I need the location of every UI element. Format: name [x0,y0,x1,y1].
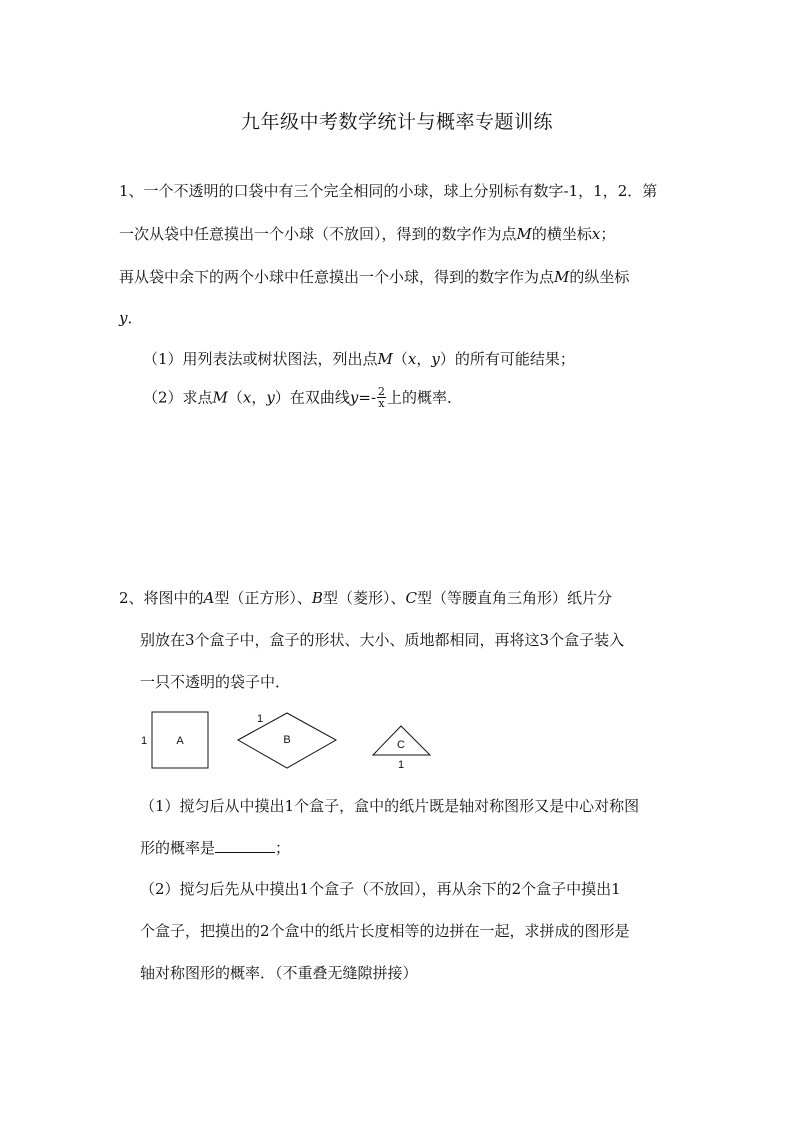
q1-sub1-y: y [431,350,440,368]
q1-sub2-y: y [266,388,275,407]
q1-fraction-numerator: 2 [378,385,386,398]
q1-sub2-text-e: 上的概率． [387,388,463,407]
q1-line-3 [119,267,629,287]
q2-figure-shapes [130,700,450,780]
q2-type-b: B [311,589,323,607]
q2-line-1 [119,588,612,608]
q1-hyperbola-eq: =- [358,388,377,407]
rhombus-b-side-label: 1 [256,713,264,725]
q2-sub1-text-b: ； [275,839,291,857]
q1-line-2 [119,224,615,244]
q1-sub1-text-d: ）的所有可能结果； [439,350,575,368]
square-a-side-label: 1 [140,735,148,747]
q1-sub2-text-a: （2）求点 [143,388,213,407]
q2-sub1-line-1: （1）搅匀后从中摸出1个盒子，盒中的纸片既是轴对称图形又是中心对称图 [140,797,640,815]
q1-sub-question-2 [143,387,462,410]
q1-line-2-text-b: 的横坐标 [531,225,592,243]
q2-type-a: A [203,589,215,607]
q1-sub2-m: M [212,388,228,407]
q2-sub1-line-2 [140,838,290,858]
q2-sub2-line-2: 个盒子，把摸出的2个盒中的纸片长度相等的边拼在一起，求拼成的图形是 [140,922,630,940]
q2-line-1-text-d: 型（等腰直角三角形）纸片分 [416,589,612,607]
q1-sub1-m: M [377,350,393,368]
q1-hyperbola-y: y [349,388,359,407]
rhombus-b-label: B [283,734,291,746]
q2-line-1-text-a: 2、将图中的 [119,589,204,607]
q1-sub2-paren-open: （ [227,388,243,407]
q1-sub-question-1 [143,349,575,369]
q2-line-2: 别放在3个盒子中，盒子的形状、大小、质地都相同，再将这3个盒子装入 [140,631,625,649]
q1-sub1-paren-open: （ [392,350,408,368]
q1-sub1-text-a: （1）用列表法或树状图法，列出点 [143,350,378,368]
page-title: 九年级中考数学统计与概率专题训练 [240,111,553,133]
q2-sub1-text-a: 形的概率是 [140,839,216,857]
triangle-c-side-label: 1 [397,759,405,771]
q1-line-2-text-c: ； [600,225,616,243]
q2-sub2-line-3: 轴对称图形的概率．（不重叠无缝隙拼接） [140,964,418,982]
q1-line-4-end: ． [127,309,143,327]
q2-line-1-text-b: 型（正方形）、 [214,589,312,607]
q1-sub2-comma: ， [251,388,267,407]
q1-var-y: y [119,309,128,327]
q2-type-c: C [405,589,417,607]
square-a-label: A [176,735,184,747]
q2-line-1-text-c: 型（菱形）、 [322,589,406,607]
q2-sub2-line-1: （2）搅匀后先从中摸出1个盒子（不放回），再从余下的2个盒子中摸出1 [140,880,621,898]
answer-blank[interactable] [215,838,275,853]
q1-line-3-text-b: 的纵坐标 [569,268,630,286]
q1-fraction-denominator: x [378,397,385,410]
triangle-c-label: C [397,739,405,751]
q1-line-1: 1、一个不透明的口袋中有三个完全相同的小球，球上分别标有数字-1，1，2．第 [119,182,658,200]
q1-hyperbola-fraction [377,386,386,409]
q1-line-4 [119,308,143,328]
q1-point-m: M [516,225,532,243]
q1-sub1-comma: ， [416,350,432,368]
q1-sub2-x: x [242,388,252,407]
q1-sub1-x: x [407,350,417,368]
q1-point-m-2: M [554,268,570,286]
q1-sub2-text-d: ）在双曲线 [274,388,350,407]
q1-var-x: x [591,225,601,243]
q1-line-2-text-a: 一次从袋中任意摸出一个小球（不放回），得到的数字作为点 [119,225,517,243]
q2-line-3: 一只不透明的袋子中． [140,673,291,691]
q1-line-3-text-a: 再从袋中余下的两个小球中任意摸出一个小球，得到的数字作为点 [119,268,555,286]
